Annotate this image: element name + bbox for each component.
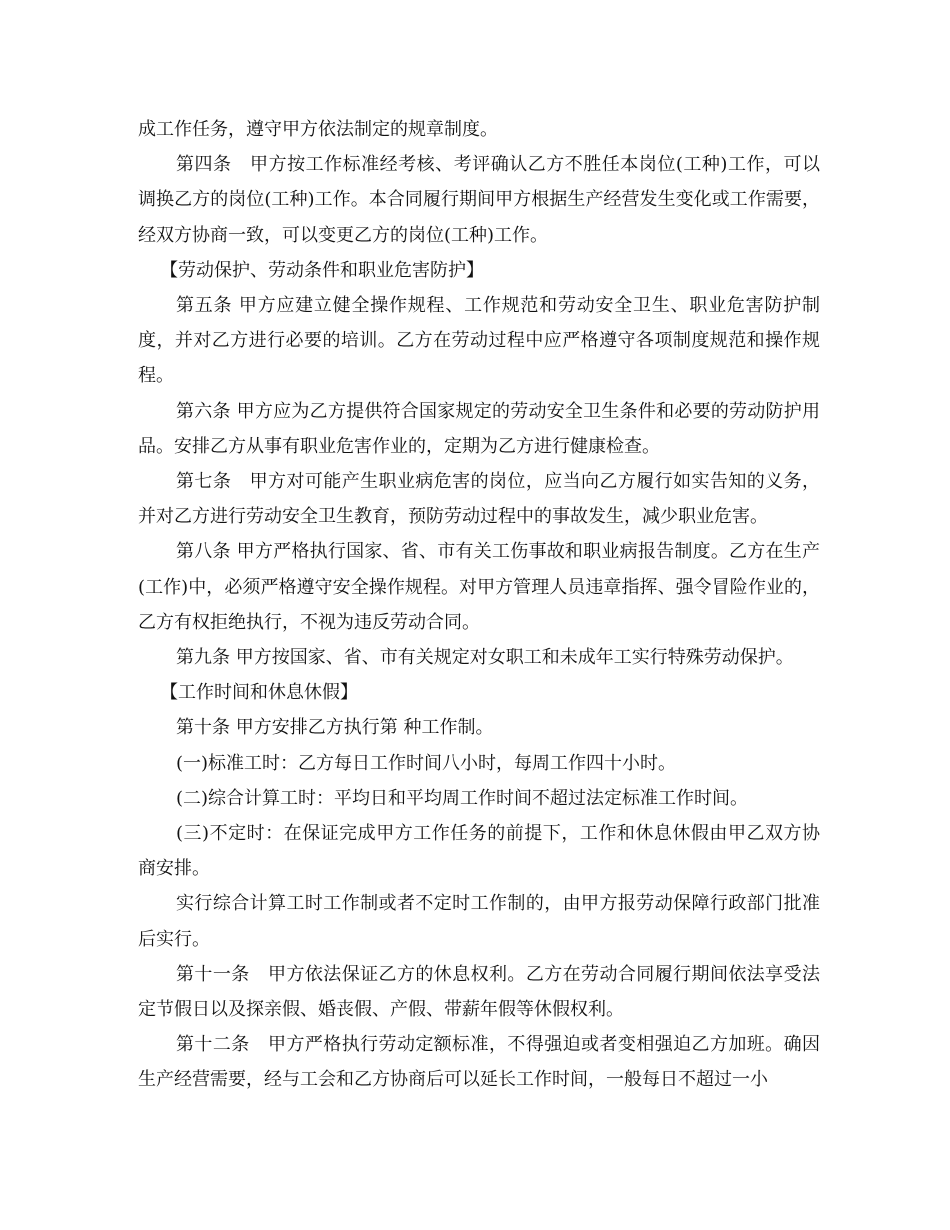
contract-text-block <box>138 112 820 1098</box>
article-nine: 第九条 甲方按国家、省、市有关规定对女职工和未成年工实行特殊劳动保护。 <box>176 647 794 669</box>
approval-note: 实行综合计算工时工作制或者不定时工作制的，由甲方报劳动保障行政部门批准后实行。 <box>138 893 820 950</box>
article-eleven: 第十一条 甲方依法保证乙方的休息权利。乙方在劳动合同履行期间依法享受法定节假日以及探亲假、婚丧假、产假、带薪年假等休假权利。 <box>138 963 820 1021</box>
paragraph-continuation: 成工作任务，遵守甲方依法制定的规章制度。 <box>138 119 498 140</box>
article-six: 第六条 甲方应为乙方提供符合国家规定的劳动安全卫生条件和必要的劳动防护用品。安排乙方从事有职业危害作业的，定期为乙方进行健康检查。 <box>138 400 820 457</box>
article-twelve: 第十二条 甲方严格执行劳动定额标准，不得强迫或者变相强迫乙方加班。确因生产经营需要，经与工会和乙方协商后可以延长工作时间，一般每日不超过一小 <box>138 1034 820 1091</box>
working-system-flexible: (三)不定时：在保证完成甲方工作任务的前提下，工作和休息休假由甲乙双方协商安排。 <box>138 823 820 880</box>
article-seven: 第七条 甲方对可能产生职业病危害的岗位，应当向乙方履行如实告知的义务，并对乙方进行劳动安全卫生教育，预防劳动过程中的事故发生，减少职业危害。 <box>138 471 820 528</box>
section-heading-labor-protection: 【劳动保护、劳动条件和职业危害防护】 <box>160 259 484 281</box>
article-four: 第四条 甲方按工作标准经考核、考评确认乙方不胜任本岗位(工种)工作，可以调换乙方的岗位(工种)工作。本合同履行期间甲方根据生产经营发生变化或工作需要，经双方协商一致，可以变更乙方的岗位(工种)工作。 <box>138 154 820 246</box>
article-ten: 第十条 甲方安排乙方执行第 种工作制。 <box>176 717 494 739</box>
working-system-standard: (一)标准工时：乙方每日工作时间八小时，每周工作四十小时。 <box>176 752 677 774</box>
article-eight: 第八条 甲方严格执行国家、省、市有关工伤事故和职业病报告制度。乙方在生产(工作)中，必须严格遵守安全操作规程。对甲方管理人员违章指挥、强令冒险作业的，乙方有权拒绝执行，不视为违反劳动合同。 <box>138 541 820 633</box>
working-system-comprehensive: (二)综合计算工时：平均日和平均周工作时间不超过法定标准工作时间。 <box>176 787 749 809</box>
article-five: 第五条 甲方应建立健全操作规程、工作规范和劳动安全卫生、职业危害防护制度，并对乙方进行必要的培训。乙方在劳动过程中应严格遵守各项制度规范和操作规程。 <box>138 295 820 387</box>
section-heading-working-hours: 【工作时间和休息休假】 <box>160 682 358 704</box>
